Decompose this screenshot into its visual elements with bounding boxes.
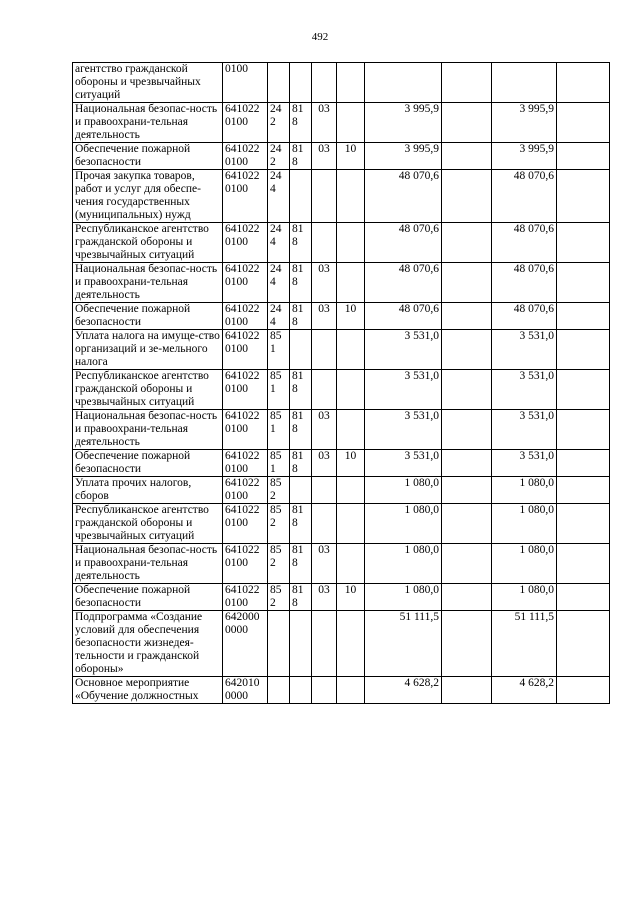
amount-cell: 3 531,0 [365,370,442,410]
empty-cell [557,143,610,170]
target-article-cell: 641022 0100 [223,450,268,477]
expense-type-cell [268,611,290,677]
amount-cell: 1 080,0 [492,504,557,544]
expense-type-cell: 244 [268,170,290,223]
section-cell [312,63,337,103]
empty-cell [442,477,492,504]
amount-cell: 48 070,6 [365,303,442,330]
subsection-cell [337,263,365,303]
empty-cell [557,370,610,410]
expense-type-cell: 852 [268,504,290,544]
table-row [73,263,610,303]
amount-cell: 1 080,0 [492,477,557,504]
amount-cell: 3 531,0 [492,410,557,450]
table-row [73,611,610,677]
target-article-cell: 641022 0100 [223,330,268,370]
expense-type-cell: 852 [268,544,290,584]
row-name-cell: Республиканское агентство гражданской обороны и чрезвычайных ситуаций [73,370,223,410]
subsection-cell [337,370,365,410]
empty-cell [557,504,610,544]
target-article-cell: 641022 0100 [223,370,268,410]
empty-cell [557,584,610,611]
table-row [73,63,610,103]
empty-cell [442,370,492,410]
amount-cell: 3 995,9 [365,103,442,143]
administrator-cell: 818 [290,370,312,410]
section-cell: 03 [312,303,337,330]
target-article-cell: 641022 0100 [223,223,268,263]
row-name-cell: Обеспечение пожарной безопасности [73,143,223,170]
subsection-cell [337,504,365,544]
amount-cell: 51 111,5 [492,611,557,677]
empty-cell [557,170,610,223]
target-article-cell: 0100 [223,63,268,103]
amount-cell: 4 628,2 [492,677,557,704]
expense-type-cell: 244 [268,303,290,330]
expense-type-cell [268,63,290,103]
table-row [73,303,610,330]
expense-type-cell: 242 [268,103,290,143]
amount-cell: 48 070,6 [365,263,442,303]
empty-cell [557,303,610,330]
subsection-cell [337,170,365,223]
empty-cell [557,477,610,504]
amount-cell: 48 070,6 [365,170,442,223]
row-name-cell: Прочая закупка товаров, работ и услуг для обеспе-чения государственных (муниципальных) нужд [73,170,223,223]
empty-cell [442,263,492,303]
administrator-cell: 818 [290,143,312,170]
amount-cell: 3 531,0 [365,330,442,370]
section-cell [312,611,337,677]
amount-cell: 3 531,0 [365,410,442,450]
amount-cell: 3 531,0 [492,370,557,410]
target-article-cell: 641022 0100 [223,504,268,544]
row-name-cell: Обеспечение пожарной безопасности [73,450,223,477]
expense-type-cell: 242 [268,143,290,170]
empty-cell [442,223,492,263]
section-cell [312,223,337,263]
row-name-cell: Обеспечение пожарной безопасности [73,584,223,611]
amount-cell: 4 628,2 [365,677,442,704]
row-name-cell: Основное мероприятие «Обучение должностных [73,677,223,704]
subsection-cell [337,63,365,103]
amount-cell: 3 531,0 [492,330,557,370]
subsection-cell [337,611,365,677]
empty-cell [442,330,492,370]
target-article-cell: 641022 0100 [223,303,268,330]
target-article-cell: 641022 0100 [223,410,268,450]
section-cell: 03 [312,410,337,450]
empty-cell [557,410,610,450]
section-cell [312,330,337,370]
amount-cell: 3 995,9 [365,143,442,170]
row-name-cell: Обеспечение пожарной безопасности [73,303,223,330]
section-cell: 03 [312,450,337,477]
expense-type-cell: 851 [268,370,290,410]
amount-cell: 1 080,0 [492,544,557,584]
administrator-cell [290,63,312,103]
subsection-cell: 10 [337,450,365,477]
target-article-cell: 641022 0100 [223,584,268,611]
page-number: 492 [311,31,329,43]
administrator-cell: 818 [290,410,312,450]
administrator-cell [290,477,312,504]
administrator-cell: 818 [290,504,312,544]
row-name-cell: Подпрограмма «Создание условий для обеспечения безопасности жизнедея-тельности и гражданской обороны» [73,611,223,677]
empty-cell [442,450,492,477]
administrator-cell: 818 [290,263,312,303]
target-article-cell: 641022 0100 [223,143,268,170]
administrator-cell: 818 [290,544,312,584]
amount-cell: 48 070,6 [492,170,557,223]
section-cell [312,477,337,504]
row-name-cell: Уплата налога на имуще-ство организаций и зе-мельного налога [73,330,223,370]
target-article-cell: 642010 0000 [223,677,268,704]
table-row [73,370,610,410]
section-cell [312,504,337,544]
administrator-cell [290,170,312,223]
subsection-cell [337,410,365,450]
administrator-cell: 818 [290,223,312,263]
administrator-cell: 818 [290,584,312,611]
empty-cell [442,63,492,103]
section-cell: 03 [312,143,337,170]
empty-cell [442,170,492,223]
amount-cell [492,63,557,103]
table-row [73,143,610,170]
amount-cell: 48 070,6 [492,263,557,303]
expense-type-cell: 852 [268,477,290,504]
subsection-cell [337,223,365,263]
amount-cell: 3 995,9 [492,103,557,143]
row-name-cell: Национальная безопас-ность и правоохрани-тельная деятельность [73,103,223,143]
empty-cell [442,504,492,544]
empty-cell [557,63,610,103]
row-name-cell: Национальная безопас-ность и правоохрани-тельная деятельность [73,544,223,584]
expense-type-cell: 851 [268,410,290,450]
amount-cell: 1 080,0 [492,584,557,611]
empty-cell [557,223,610,263]
amount-cell: 1 080,0 [365,504,442,544]
administrator-cell [290,611,312,677]
empty-cell [442,584,492,611]
section-cell [312,370,337,410]
row-name-cell: Уплата прочих налогов, сборов [73,477,223,504]
empty-cell [557,611,610,677]
empty-cell [557,263,610,303]
subsection-cell [337,330,365,370]
amount-cell: 3 531,0 [492,450,557,477]
target-article-cell: 641022 0100 [223,477,268,504]
subsection-cell [337,544,365,584]
expense-type-cell: 851 [268,450,290,477]
section-cell [312,170,337,223]
table-row [73,170,610,223]
table-row [73,544,610,584]
table-row [73,677,610,704]
amount-cell: 48 070,6 [492,303,557,330]
empty-cell [557,544,610,584]
amount-cell: 3 531,0 [365,450,442,477]
row-name-cell: Республиканское агентство гражданской обороны и чрезвычайных ситуаций [73,223,223,263]
administrator-cell: 818 [290,303,312,330]
target-article-cell: 642000 0000 [223,611,268,677]
section-cell: 03 [312,263,337,303]
empty-cell [442,544,492,584]
target-article-cell: 641022 0100 [223,544,268,584]
table-row [73,584,610,611]
amount-cell: 48 070,6 [492,223,557,263]
subsection-cell [337,103,365,143]
amount-cell: 1 080,0 [365,584,442,611]
empty-cell [442,410,492,450]
expense-type-cell: 852 [268,584,290,611]
section-cell: 03 [312,544,337,584]
table-row [73,477,610,504]
empty-cell [557,450,610,477]
table-row [73,450,610,477]
empty-cell [557,103,610,143]
section-cell: 03 [312,103,337,143]
table-row [73,504,610,544]
empty-cell [442,677,492,704]
expense-type-cell [268,677,290,704]
subsection-cell [337,677,365,704]
empty-cell [557,330,610,370]
expense-type-cell: 851 [268,330,290,370]
empty-cell [442,143,492,170]
target-article-cell: 641022 0100 [223,263,268,303]
table-row [73,330,610,370]
expense-type-cell: 244 [268,263,290,303]
empty-cell [442,611,492,677]
empty-cell [442,303,492,330]
row-name-cell: Национальная безопас-ность и правоохрани-тельная деятельность [73,263,223,303]
administrator-cell [290,330,312,370]
empty-cell [557,677,610,704]
amount-cell: 51 111,5 [365,611,442,677]
amount-cell: 1 080,0 [365,477,442,504]
amount-cell: 1 080,0 [365,544,442,584]
table-row [73,103,610,143]
table-body [73,63,610,704]
section-cell: 03 [312,584,337,611]
administrator-cell [290,677,312,704]
row-name-cell: Республиканское агентство гражданской обороны и чрезвычайных ситуаций [73,504,223,544]
administrator-cell: 818 [290,450,312,477]
table-row [73,410,610,450]
amount-cell: 3 995,9 [492,143,557,170]
subsection-cell: 10 [337,143,365,170]
row-name-cell: агентство гражданской обороны и чрезвычайных ситуаций [73,63,223,103]
section-cell [312,677,337,704]
subsection-cell: 10 [337,303,365,330]
amount-cell: 48 070,6 [365,223,442,263]
table-row [73,223,610,263]
empty-cell [442,103,492,143]
target-article-cell: 641022 0100 [223,170,268,223]
subsection-cell: 10 [337,584,365,611]
row-name-cell: Национальная безопас-ность и правоохрани-тельная деятельность [73,410,223,450]
administrator-cell: 818 [290,103,312,143]
target-article-cell: 641022 0100 [223,103,268,143]
amount-cell [365,63,442,103]
subsection-cell [337,477,365,504]
budget-table [72,62,610,704]
expense-type-cell: 244 [268,223,290,263]
